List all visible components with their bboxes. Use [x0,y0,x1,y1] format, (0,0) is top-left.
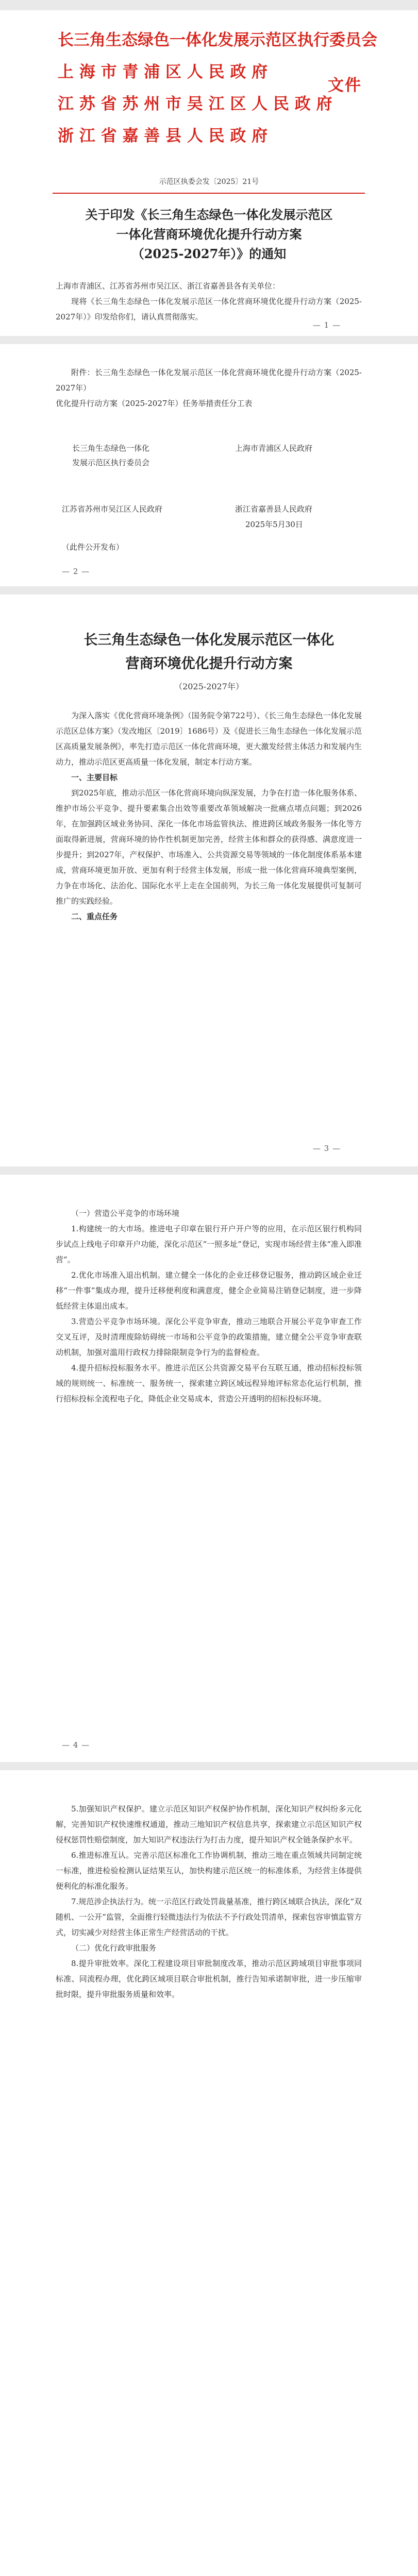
section-heading: 一、主要目标 [71,773,118,782]
task-item: 8.提升审批效率。深化工程建设项目审批制度改革，推动示范区跨域项目审批事项同标准、同流程办理，优化跨区域项目联合审批机制，推行告知承诺制审批，进一步压缩审批时限，提升审批服务质量和效率。 [56,1959,362,1999]
issuer-org-4: 浙 江 省 嘉 善 县 人 民 政 府 [58,127,268,145]
task-item: 3.营造公平竞争市场环境。深化公平竞争审查，推动三地联合开展公平竞争审查工作交叉互评，及时清理废除妨碍统一市场和公平竞争的政策措施，建立健全公平竞争审查联动机制，加强对滥用行政权力排除限制竞争行为的监督检查。 [56,1317,362,1357]
goal-paragraph: 到2025年底，推动示范区一体化营商环境向纵深发展，力争在打造一体化服务体系、维护市场公平竞争、提升要素集合出效等重要改革领域解决一批痛点堵点问题；到2026年，在加强跨区域业务协同、深化一体化市场监管执法、推进跨区域政务服务一体化等方面取得新进展，营商环境的协作性机制更加完善，经营主体和群众的获得感、满意度进一步提升；到2027年，产权保护、市场准入、公共资源交易等领域的一体化制度体系基本建成，营商环境更加开放、更加有利于经营主体发展，形成一批一体化营商环境典型案例，力争在市场化、法治化、国际化水平上走在全国前列，为长三角一体化发展提供可复制可推广的实践经验。 [56,788,362,906]
notice-title-line-3: （2025-2027年）》的通知 [131,246,287,261]
section-heading: 二、重点任务 [71,912,118,921]
task-item: 6.推进标准互认。完善示范区标准化工作协调机制，推动三地在重点领域共同制定统一标准，推进检验检测认证结果互认，加快构建示范区统一的标准体系，为经营主体提供便利化的标准化服务。 [56,1851,362,1891]
issuer-org-2: 上 海 市 青 浦 区 人 民 政 府 [58,63,268,81]
publication-note: （此件公开发布） [62,543,124,552]
document-number: 示范区执委会发〔2025〕21号 [159,178,259,186]
plan-body [56,708,362,924]
intro-paragraph: 为深入落实《优化营商环境条例》（国务院令第722号）、《长三角生态绿色一体化发展示范区总体方案》（发改地区〔2019〕1686号）及《促进长三角生态绿色一体化发展示范区高质量发展条例》，率先打造示范区一体化营商环境，更大激发经营主体活力和发展内生动力，推动示范区更高质量一体化发展，制定本行动方案。 [56,711,362,767]
page-5-body [56,1801,362,2002]
notice-title-line-1: 关于印发《长三角生态绿色一体化发展示范区 [85,207,333,222]
red-divider [53,193,365,194]
document-page-4 [0,1175,418,1762]
document-page-5 [0,1770,418,2576]
subsection-heading: （二）优化行政审批服务 [71,1943,157,1953]
notice-body [56,278,362,325]
document-page-3 [0,595,418,1166]
plan-subtitle: （2025-2027年） [174,682,244,691]
task-item: 7.规范涉企执法行为。统一示范区行政处罚裁量基准，推行跨区域联合执法，深化“双随机、一公开”监管，全面推行轻微违法行为依法不予行政处罚清单，探索包容审慎监管方式，切实减少对经营主体正常生产经营活动的干扰。 [56,1897,362,1937]
plan-title-line-1: 长三角生态绿色一体化发展示范区一体化 [83,632,335,648]
task-item: 5.加强知识产权保护。建立示范区知识产权保护协作机制，深化知识产权纠纷多元化解，完善知识产权快速维权通道，推动三地知识产权信息共享，探索建立示范区知识产权侵权惩罚性赔偿制度，加大知识产权违法行为打击力度，提升知识产权全链条保护水平。 [56,1804,362,1844]
task-item: 1.构建统一的大市场。推进电子印章在银行开户开户等的应用，在示范区银行机构同步试点上线电子印章开户功能，深化示范区“一照多址”登记，实现市场经营主体“准入即准营”。 [56,1224,362,1264]
page-number: — 1 — [312,320,341,330]
page-number: — 4 — [62,1740,90,1750]
recipients: 上海市青浦区、江苏省苏州市吴江区、浙江省嘉善县各有关单位： [56,281,280,291]
signature-qingpu: 上海市青浦区人民政府 [235,444,313,453]
task-item: 4.提升招标投标服务水平。推进示范区公共资源交易平台互联互通，推动招标投标领域的规则统一、标准统一、服务统一，探索建立跨区域远程异地评标常态化运行机制，推行招标投标全流程电子化，降低企业交易成本，营造公开透明的招标投标环境。 [56,1363,362,1403]
notice-title [57,205,361,264]
task-item: 2.优化市场准入退出机制。建立健全一体化的企业迁移登记服务，推动跨区域企业迁移“一件事”集成办理，提升迁移便利度和满意度，健全企业简易注销登记制度，进一步降低经营主体退出成本。 [56,1270,362,1311]
notice-paragraph: 现将《长三角生态绿色一体化发展示范区一体化营商环境优化提升行动方案（2025-2027年）》印发给你们，请认真贯彻落实。 [56,297,362,321]
page-number: — 3 — [312,1144,341,1153]
document-page-1 [0,10,418,336]
issue-date: 2025年5月30日 [245,520,303,529]
subsection-heading: （一）营造公平竞争的市场环境 [71,1209,180,1218]
notice-title-line-2: 一体化营商环境优化提升行动方案 [116,227,302,242]
signature-jiashan: 浙江省嘉善县人民政府 [235,504,313,514]
signature-executive-committee [72,441,149,470]
document-label: 文件 [328,76,362,95]
signature-wujiang: 江苏省苏州市吴江区人民政府 [62,504,163,514]
attachment-line: 附件：长三角生态绿色一体化发展示范区一体化营商环境优化提升行动方案（2025-2027年） [56,368,362,393]
signature-line: 长三角生态绿色一体化 [72,444,150,453]
document-page-2 [0,344,418,586]
plan-title-line-2: 营商环境优化提升行动方案 [125,656,293,672]
page-number: — 2 — [62,567,90,576]
attachment-table-note: 优化提升行动方案（2025-2027年）任务举措责任分工表 [56,399,253,408]
issuer-org-1: 长三角生态绿色一体化发展示范区执行委员会 [58,31,377,49]
issuer-org-3: 江 苏 省 苏 州 市 吴 江 区 人 民 政 府 [58,95,332,113]
attachment-note [56,365,362,411]
page-4-body [56,1206,362,1406]
signature-line: 发展示范区执行委员会 [72,458,150,467]
plan-title [57,629,361,676]
